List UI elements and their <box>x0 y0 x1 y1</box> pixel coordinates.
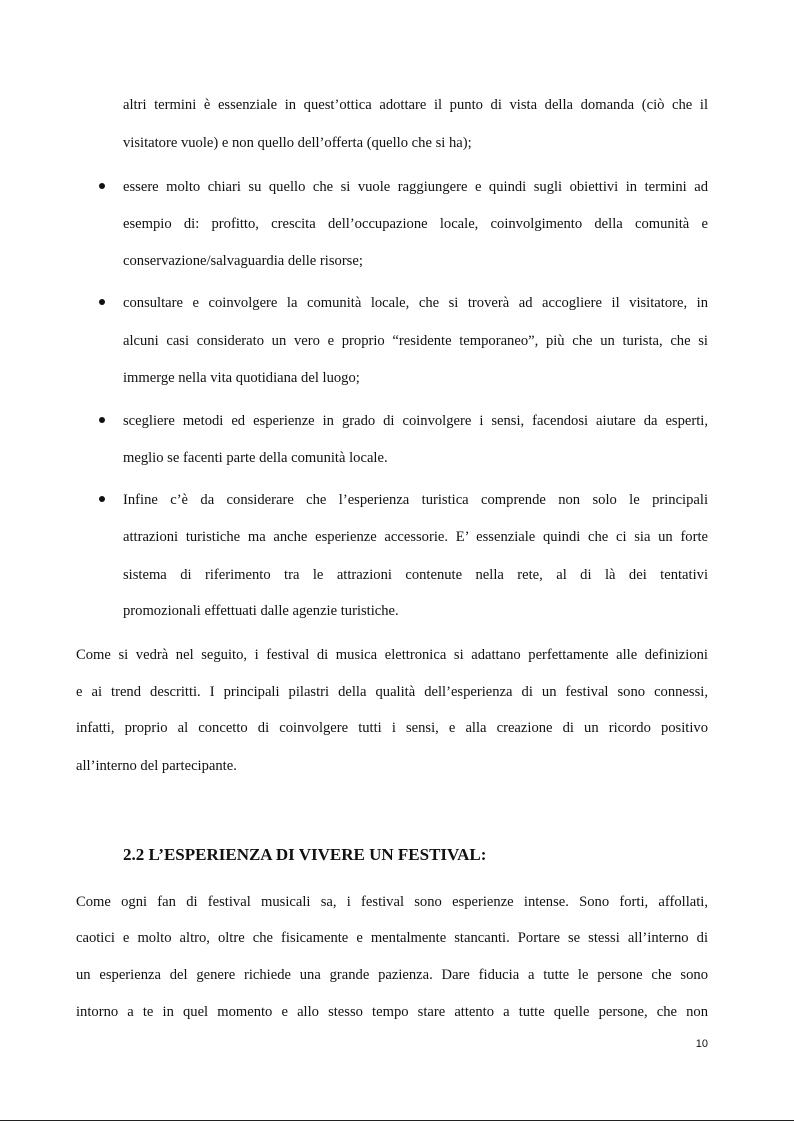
paragraph-line: Come ogni fan di festival musicali sa, i festival sono esperienze intense. Sono forti, affollati, <box>76 894 708 910</box>
bullet-line: consultare e coinvolgere la comunità locale, che si troverà ad accogliere il visitatore, in <box>123 295 708 311</box>
bullet-dot <box>99 496 105 502</box>
intro-line: visitatore vuole) e non quello dell’offerta (quello che si ha); <box>123 135 472 151</box>
bullet-line: attrazioni turistiche ma anche esperienze accessorie. E’ essenziale quindi che ci sia un forte <box>123 529 708 545</box>
section-heading: 2.2 L’ESPERIENZA DI VIVERE UN FESTIVAL: <box>123 845 487 864</box>
page-bottom-rule <box>0 1120 794 1121</box>
paragraph-line: infatti, proprio al concetto di coinvolgere tutti i sensi, e alla creazione di un ricordo positivo <box>76 720 708 736</box>
paragraph-line: intorno a te in quel momento e allo stesso tempo stare attento a tutte quelle persone, che non <box>76 1004 708 1020</box>
page-number: 10 <box>695 1038 708 1050</box>
paragraph-line: Come si vedrà nel seguito, i festival di musica elettronica si adattano perfettamente alle definizioni <box>76 647 708 663</box>
bullet-line: immerge nella vita quotidiana del luogo; <box>123 370 360 386</box>
bullet-line: essere molto chiari su quello che si vuole raggiungere e quindi sugli obiettivi in termini ad <box>123 179 708 195</box>
bullet-line: meglio se facenti parte della comunità locale. <box>123 450 388 466</box>
bullet-line: promozionali effettuati dalle agenzie turistiche. <box>123 603 399 619</box>
bullet-dot <box>99 299 105 305</box>
bullet-line: esempio di: profitto, crescita dell’occupazione locale, coinvolgimento della comunità e <box>123 216 708 232</box>
paragraph-line: all’interno del partecipante. <box>76 758 237 774</box>
bullet-line: Infine c’è da considerare che l’esperienza turistica comprende non solo le principali <box>123 492 708 508</box>
paragraph-line: un esperienza del genere richiede una grande pazienza. Dare fiducia a tutte le persone che sono <box>76 967 708 983</box>
paragraph-line: e ai trend descritti. I principali pilastri della qualità dell’esperienza di un festival sono connessi, <box>76 684 708 700</box>
bullet-line: scegliere metodi ed esperienze in grado di coinvolgere i sensi, facendosi aiutare da esperti, <box>123 413 708 429</box>
intro-line: altri termini è essenziale in quest’ottica adottare il punto di vista della domanda (ciò che il <box>123 97 708 113</box>
bullet-line: conservazione/salvaguardia delle risorse; <box>123 253 363 269</box>
paragraph-line: caotici e molto altro, oltre che fisicamente e mentalmente stancanti. Portare se stessi all’interno di <box>76 930 708 946</box>
bullet-dot <box>99 417 105 423</box>
bullet-line: sistema di riferimento tra le attrazioni contenute nella rete, al di là dei tentativi <box>123 567 708 583</box>
bullet-dot <box>99 183 105 189</box>
bullet-line: alcuni casi considerato un vero e proprio “residente temporaneo”, più che un turista, che si <box>123 333 708 349</box>
